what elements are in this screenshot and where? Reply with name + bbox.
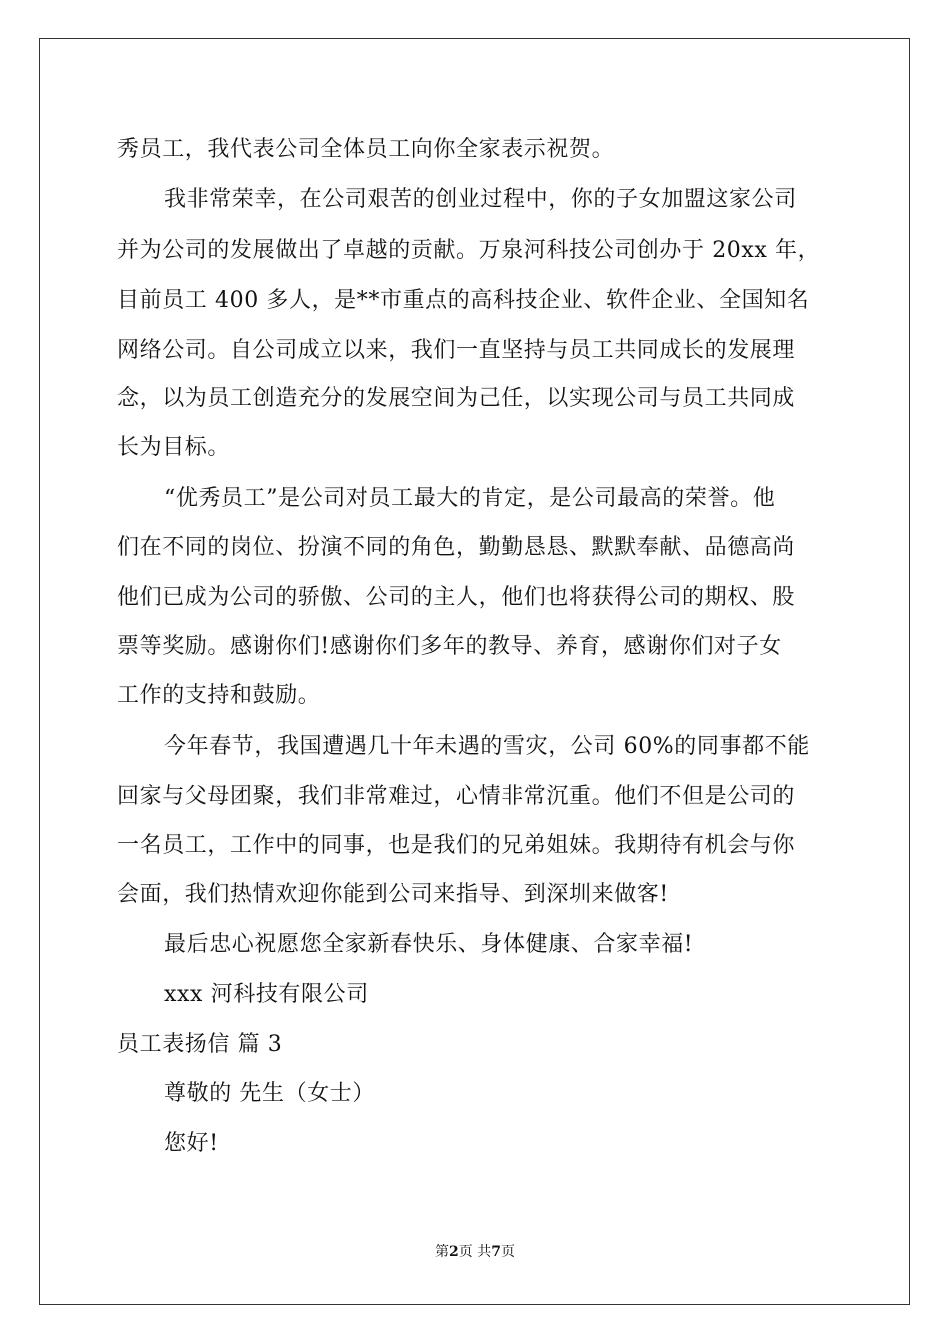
text-line: 最后忠心祝愿您全家新春快乐、身体健康、合家幸福! xyxy=(164,932,694,957)
text-line: 念，以为员工创造充分的发展空间为己任，以实现公司与员工共同成 xyxy=(117,386,796,411)
text-line: 今年春节，我国遭遇几十年未遇的雪灾，公司 60%的同事都不能 xyxy=(164,734,810,759)
text-line: 并为公司的发展做出了卓越的贡献。万泉河科技公司创办于 20xx 年， xyxy=(117,238,821,263)
text-line: 网络公司。自公司成立以来，我们一直坚持与员工共同成长的发展理 xyxy=(117,338,796,363)
text-line: 们在不同的岗位、扮演不同的角色，勤勤恳恳、默默奉献、品德高尚 xyxy=(117,535,796,560)
text-line: 目前员工 400 多人，是**市重点的高科技企业、软件企业、全国知名 xyxy=(117,288,810,313)
page-frame xyxy=(39,38,910,1305)
text-line: 长为目标。 xyxy=(117,435,231,460)
signature-company: xxx 河科技有限公司 xyxy=(164,982,369,1007)
text-line: 票等奖励。感谢你们!感谢你们多年的教导、养育，感谢你们对子女 xyxy=(117,634,782,659)
greeting: 您好! xyxy=(164,1131,219,1156)
text-line: 回家与父母团聚，我们非常难过，心情非常沉重。他们不但是公司的 xyxy=(117,784,796,809)
text-line: 我非常荣幸，在公司艰苦的创业过程中，你的子女加盟这家公司 xyxy=(164,187,797,212)
page-footer xyxy=(0,1243,950,1261)
section-heading: 员工表扬信 篇 3 xyxy=(117,1032,283,1057)
text-line: 工作的支持和鼓励。 xyxy=(117,683,321,708)
text-line: “优秀员工”是公司对员工最大的肯定，是公司最高的荣誉。他 xyxy=(164,486,776,511)
footer-mid: 页 共 xyxy=(458,1244,492,1260)
footer-suffix: 页 xyxy=(500,1244,515,1260)
salutation: 尊敬的 先生（女士） xyxy=(164,1081,375,1106)
text-line: 秀员工，我代表公司全体员工向你全家表示祝贺。 xyxy=(117,137,615,162)
text-line: 会面，我们热情欢迎你能到公司来指导、到深圳来做客! xyxy=(117,882,669,907)
total-page-count: 7 xyxy=(491,1244,501,1260)
text-line: 他们已成为公司的骄傲、公司的主人，他们也将获得公司的期权、股 xyxy=(117,585,796,610)
footer-prefix: 第 xyxy=(435,1244,450,1260)
current-page-number: 2 xyxy=(449,1244,459,1260)
text-line: 一名员工，工作中的同事，也是我们的兄弟姐妹。我期待有机会与你 xyxy=(117,833,796,858)
